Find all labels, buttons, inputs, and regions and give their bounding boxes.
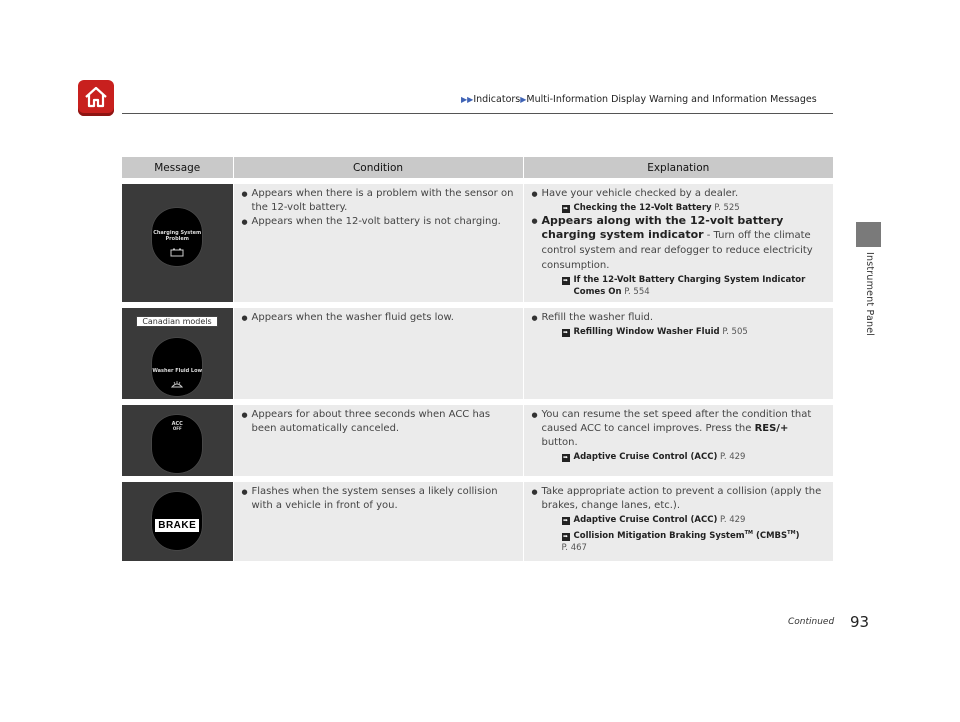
section-tab[interactable]	[856, 222, 881, 247]
page-number: 93	[850, 613, 870, 631]
explanation-bold: RES/+	[754, 423, 789, 434]
explanation-cell	[523, 402, 833, 479]
cross-reference-link[interactable]	[532, 451, 828, 463]
region-badge: Canadian models	[136, 316, 218, 327]
breadcrumb-link-indicators[interactable]: Indicators	[473, 94, 521, 105]
reference-page: P. 505	[722, 327, 748, 337]
explanation-normal: button.	[541, 437, 578, 448]
condition-cell	[233, 479, 523, 561]
condition-cell	[233, 181, 523, 305]
explanation-cell	[523, 181, 833, 305]
reference-arrow-icon: ➠	[562, 517, 569, 524]
condition-text: ● Appears for about three seconds when ACC has been automatically canceled.	[242, 408, 517, 436]
breadcrumb-arrow-icon: ▶▶	[461, 95, 474, 104]
cross-reference-link[interactable]	[532, 514, 828, 526]
home-button[interactable]	[78, 80, 114, 116]
column-header-condition: Condition	[233, 157, 523, 181]
explanation-cell	[523, 479, 833, 561]
reference-page: P. 525	[714, 203, 740, 213]
reference-title: Refilling Window Washer Fluid	[573, 327, 720, 337]
table-header-row	[122, 157, 833, 181]
reference-title: Comes On	[573, 287, 622, 297]
cross-reference-link[interactable]	[532, 527, 828, 554]
condition-text: ● Appears when there is a problem with the sensor on the 12-volt battery.	[242, 187, 517, 215]
reference-title: Checking the 12-Volt Battery	[573, 203, 712, 213]
condition-text: ● Flashes when the system senses a likely collision with a vehicle in front of you.	[242, 485, 517, 513]
message-image-cell	[122, 402, 233, 479]
reference-arrow-icon: ➠	[562, 277, 569, 284]
explanation-text: ● Have your vehicle checked by a dealer.	[532, 187, 828, 201]
breadcrumb	[461, 94, 817, 105]
message-table	[122, 157, 833, 561]
cross-reference-link[interactable]	[532, 274, 828, 298]
condition-text: ● Appears when the washer fluid gets low.	[242, 311, 517, 325]
explanation-text: ● Take appropriate action to prevent a collision (apply the brakes, change lanes, etc.).	[532, 485, 828, 513]
display-text: ACC	[171, 421, 183, 427]
column-header-message: Message	[122, 157, 233, 181]
display-screen	[152, 492, 202, 550]
reference-title-part: (CMBS	[753, 530, 788, 541]
explanation-text	[532, 408, 828, 450]
breadcrumb-arrow-icon: ▶	[520, 95, 527, 104]
table-row	[122, 181, 833, 305]
condition-cell	[233, 305, 523, 402]
trademark: TM	[744, 530, 754, 536]
reference-page: P. 429	[720, 452, 746, 462]
display-text: Charging System	[153, 230, 202, 236]
condition-cell	[233, 402, 523, 479]
display-text: Washer Fluid Low	[152, 368, 203, 374]
cross-reference-link[interactable]	[532, 202, 828, 214]
home-icon	[83, 84, 109, 110]
display-text: Problem	[165, 236, 189, 242]
explanation-normal: - Turn off the climate control system and rear defogger to reduce electricity consumption.	[541, 230, 813, 271]
display-screen	[152, 208, 202, 266]
explanation-normal: You can resume the set speed after the condition that caused ACC to cancel improves. Press the	[541, 409, 812, 434]
washer-fluid-icon	[170, 380, 184, 389]
explanation-bold: Appears along with the 12-volt battery charging system indicator	[541, 214, 784, 241]
header-rule	[122, 113, 833, 114]
reference-arrow-icon: ➠	[562, 532, 569, 540]
condition-text: ● Appears when the 12-volt battery is not charging.	[242, 215, 517, 229]
reference-arrow-icon: ➠	[562, 205, 569, 212]
display-text: OFF	[172, 426, 182, 431]
table-row	[122, 305, 833, 402]
table-row	[122, 402, 833, 479]
table-row	[122, 479, 833, 561]
display-screen	[152, 415, 202, 473]
message-image-cell	[122, 305, 233, 402]
reference-title	[574, 531, 800, 541]
explanation-text	[532, 214, 828, 273]
brake-warning-label: BRAKE	[155, 519, 199, 532]
trademark: TM	[787, 530, 796, 536]
reference-page: P. 429	[720, 515, 746, 525]
explanation-text: ● Refill the washer fluid.	[532, 311, 828, 325]
reference-title-part: )	[795, 530, 800, 541]
continued-label: Continued	[788, 617, 835, 627]
section-label: Instrument Panel	[864, 252, 875, 337]
column-header-explanation: Explanation	[523, 157, 833, 181]
reference-title-part: Collision Mitigation Braking System	[573, 530, 745, 541]
reference-page: P. 467	[561, 542, 587, 553]
reference-arrow-icon: ➠	[562, 454, 569, 461]
reference-title: If the 12-Volt Battery Charging System Indicator	[573, 275, 806, 285]
explanation-cell	[523, 305, 833, 402]
message-image-cell	[122, 181, 233, 305]
display-screen	[152, 338, 202, 396]
reference-page: P. 554	[624, 287, 650, 297]
reference-arrow-icon: ➠	[562, 329, 569, 336]
reference-title: Adaptive Cruise Control (ACC)	[573, 452, 718, 462]
battery-icon	[170, 248, 184, 257]
reference-title: Adaptive Cruise Control (ACC)	[573, 515, 718, 525]
message-image-cell	[122, 479, 233, 561]
cross-reference-link[interactable]	[532, 326, 828, 338]
breadcrumb-current: Multi-Information Display Warning and Information Messages	[526, 94, 817, 105]
